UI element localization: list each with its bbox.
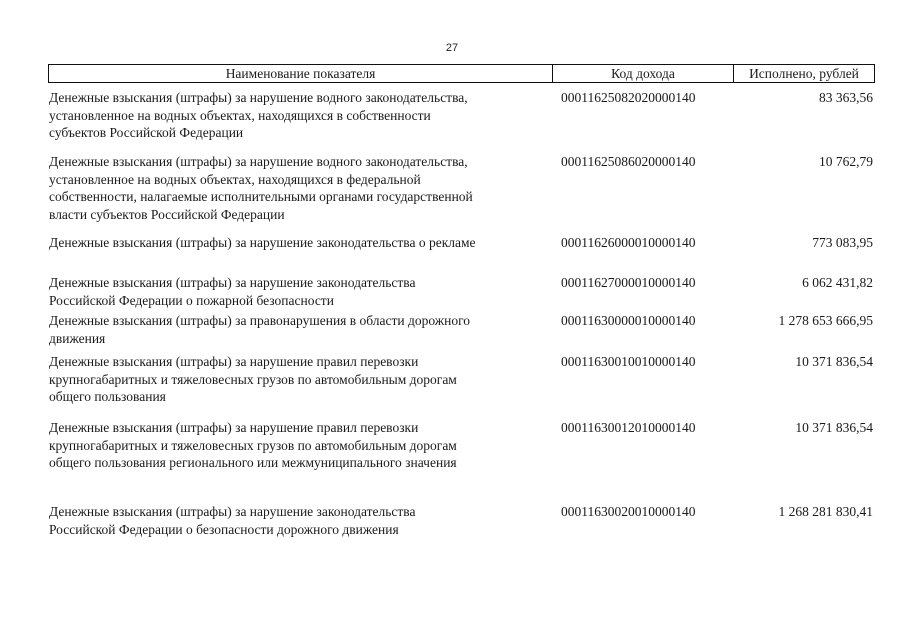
row-name-line: Денежные взыскания (штрафы) за нарушение правил перевозки xyxy=(49,420,419,435)
row-name-line: Денежные взыскания (штрафы) за нарушение водного законодательства, xyxy=(49,154,468,169)
row-amount: 10 371 836,54 xyxy=(795,354,873,369)
table-header xyxy=(48,64,875,83)
row-amount: 10 762,79 xyxy=(819,154,873,169)
row-name-line: Денежные взыскания (штрафы) за нарушение законодательства xyxy=(49,275,416,290)
row-name-line: Денежные взыскания (штрафы) за нарушение законодательства xyxy=(49,504,416,519)
row-name-line: собственности, налагаемые исполнительными органами государственной xyxy=(49,189,473,204)
row-amount: 1 278 653 666,95 xyxy=(778,313,873,328)
row-amount: 773 083,95 xyxy=(812,235,873,250)
row-code: 00011630012010000140 xyxy=(561,420,696,435)
row-amount: 1 268 281 830,41 xyxy=(778,504,873,519)
row-name xyxy=(49,89,549,142)
row-name xyxy=(49,312,549,347)
row-code: 00011630020010000140 xyxy=(561,504,696,519)
row-name-line: установленное на водных объектах, находящихся в федеральной xyxy=(49,171,421,187)
row-code: 00011627000010000140 xyxy=(561,275,696,290)
row-name xyxy=(49,274,549,309)
row-name-line: общего пользования регионального или межмуниципального значения xyxy=(49,455,457,470)
row-name-line: установленное на водных объектах, находящихся в собственности xyxy=(49,107,431,123)
row-name-line: крупногабаритных и тяжеловесных грузов по автомобильным дорогам xyxy=(49,437,457,453)
row-name-line: субъектов Российской Федерации xyxy=(49,125,244,140)
header-name: Наименование показателя xyxy=(49,65,553,82)
row-code: 00011626000010000140 xyxy=(561,235,696,250)
header-amount: Исполнено, рублей xyxy=(749,66,859,81)
row-name-line: Денежные взыскания (штрафы) за нарушение водного законодательства, xyxy=(49,90,468,105)
row-name xyxy=(49,234,549,252)
row-name-line: Российской Федерации о безопасности дорожного движения xyxy=(49,521,399,537)
row-name-line: Российской Федерации о пожарной безопасности xyxy=(49,292,334,308)
row-amount: 6 062 431,82 xyxy=(802,275,873,290)
header-code: Код дохода xyxy=(553,65,734,82)
row-code: 00011630010010000140 xyxy=(561,354,696,369)
page-number: 27 xyxy=(445,42,459,54)
row-code: 00011630000010000140 xyxy=(561,313,696,328)
row-code: 00011625086020000140 xyxy=(561,154,696,169)
row-name-line: крупногабаритных и тяжеловесных грузов по автомобильным дорогам xyxy=(49,371,457,387)
row-name xyxy=(49,153,549,223)
row-name xyxy=(49,419,549,472)
row-amount: 83 363,56 xyxy=(819,90,873,105)
row-name xyxy=(49,353,549,406)
row-name-line: Денежные взыскания (штрафы) за нарушение законодательства о рекламе xyxy=(49,235,476,250)
row-name-line: власти субъектов Российской Федерации xyxy=(49,206,285,222)
row-name-line: Денежные взыскания (штрафы) за правонарушения в области дорожного xyxy=(49,313,471,328)
row-name-line: движения xyxy=(49,330,106,346)
row-name-line: Денежные взыскания (штрафы) за нарушение правил перевозки xyxy=(49,354,419,369)
row-name xyxy=(49,503,549,538)
row-name-line: общего пользования xyxy=(49,389,166,404)
row-code: 00011625082020000140 xyxy=(561,90,696,105)
row-amount: 10 371 836,54 xyxy=(795,420,873,435)
